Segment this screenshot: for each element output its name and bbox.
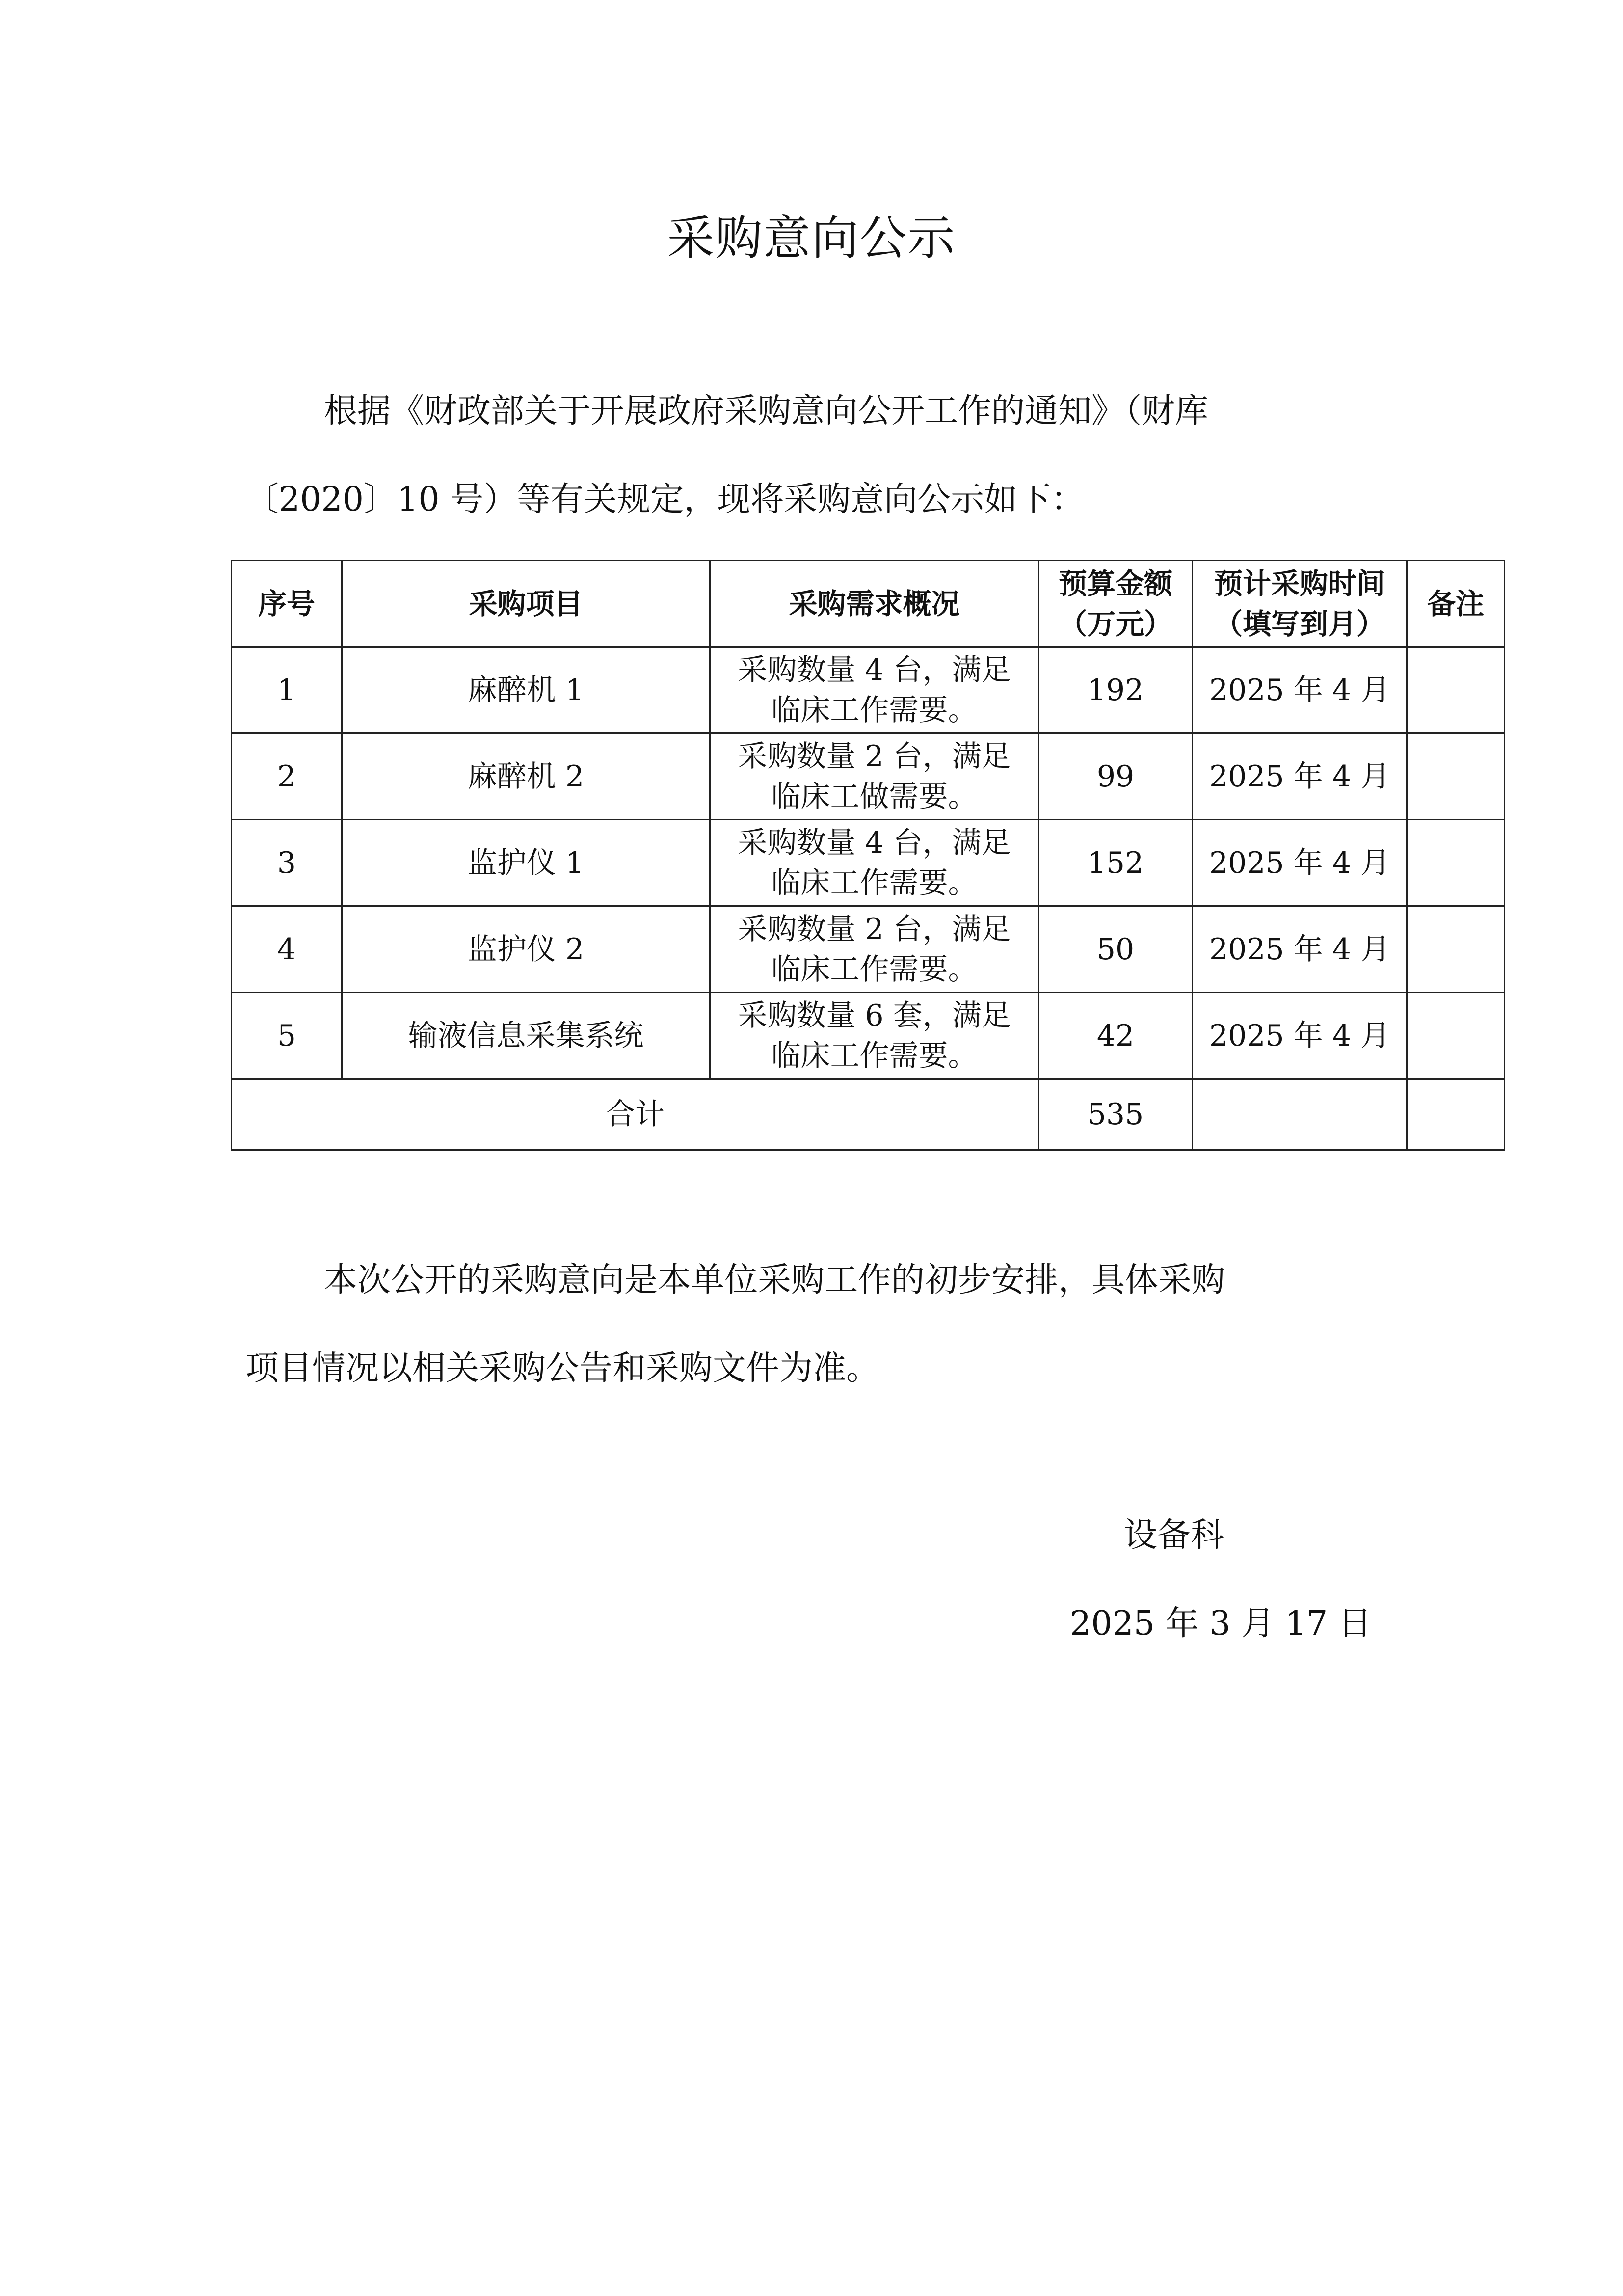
- cell-seq: 3: [232, 820, 342, 906]
- total-label: 合计: [232, 1079, 1039, 1150]
- table-row: [232, 906, 1505, 993]
- closing-paragraph-line-1: 本次公开的采购意向是本单位采购工作的初步安排，具体采购: [324, 1261, 1225, 1299]
- header-time: [1193, 561, 1407, 647]
- cell-time: 2025 年 4 月: [1193, 993, 1407, 1079]
- cell-desc-line-2: 临床工作需要。: [771, 952, 978, 987]
- cell-budget: 192: [1039, 647, 1193, 733]
- table-total-row: [232, 1079, 1505, 1150]
- cell-desc-line-1: 采购数量 2 台，满足: [738, 912, 1011, 946]
- cell-time: 2025 年 4 月: [1193, 647, 1407, 733]
- cell-budget: 152: [1039, 820, 1193, 906]
- total-time: [1193, 1079, 1407, 1150]
- cell-seq: 2: [232, 733, 342, 820]
- table-row: [232, 733, 1505, 820]
- table-row: [232, 993, 1505, 1079]
- cell-desc: [710, 647, 1039, 733]
- cell-seq: 4: [232, 906, 342, 993]
- signature-date: 2025 年 3 月 17 日: [1070, 1604, 1372, 1643]
- cell-item: 麻醉机 1: [342, 647, 710, 733]
- cell-seq: 1: [232, 647, 342, 733]
- cell-desc-line-2: 临床工作需要。: [771, 865, 978, 900]
- table-row: [232, 647, 1505, 733]
- procurement-table: [231, 560, 1505, 1151]
- cell-note: [1407, 820, 1505, 906]
- cell-desc-line-1: 采购数量 4 台，满足: [738, 652, 1011, 687]
- cell-desc-line-2: 临床工作需要。: [771, 1038, 978, 1073]
- cell-note: [1407, 647, 1505, 733]
- cell-time: 2025 年 4 月: [1193, 906, 1407, 993]
- header-item: 采购项目: [342, 561, 710, 647]
- header-budget-line-1: 预算金额: [1058, 567, 1172, 600]
- cell-budget: 99: [1039, 733, 1193, 820]
- cell-item: 输液信息采集系统: [342, 993, 710, 1079]
- cell-seq: 5: [232, 993, 342, 1079]
- cell-desc: [710, 820, 1039, 906]
- total-budget: 535: [1039, 1079, 1193, 1150]
- signature-department: 设备科: [1124, 1516, 1224, 1555]
- cell-time: 2025 年 4 月: [1193, 820, 1407, 906]
- page-title: 采购意向公示: [667, 211, 956, 266]
- cell-time: 2025 年 4 月: [1193, 733, 1407, 820]
- header-time-line-2: （填写到月）: [1214, 607, 1385, 641]
- cell-item: 监护仪 1: [342, 820, 710, 906]
- cell-desc-line-1: 采购数量 4 台，满足: [738, 825, 1011, 860]
- intro-paragraph-line-1: 根据《财政部关于开展政府采购意向公开工作的通知》（财库: [324, 392, 1209, 431]
- intro-paragraph-line-2: 〔2020〕10 号）等有关规定，现将采购意向公示如下：: [245, 480, 1085, 519]
- cell-budget: 50: [1039, 906, 1193, 993]
- cell-item: 监护仪 2: [342, 906, 710, 993]
- header-budget-line-2: （万元）: [1058, 607, 1172, 641]
- cell-note: [1407, 906, 1505, 993]
- cell-budget: 42: [1039, 993, 1193, 1079]
- cell-desc-line-1: 采购数量 2 台，满足: [738, 739, 1011, 774]
- cell-desc: [710, 906, 1039, 993]
- cell-item: 麻醉机 2: [342, 733, 710, 820]
- header-desc: 采购需求概况: [710, 561, 1039, 647]
- table-header-row: [232, 561, 1505, 647]
- header-time-line-1: 预计采购时间: [1214, 567, 1385, 600]
- cell-note: [1407, 993, 1505, 1079]
- cell-desc: [710, 993, 1039, 1079]
- table-row: [232, 820, 1505, 906]
- cell-desc-line-1: 采购数量 6 套，满足: [738, 998, 1011, 1033]
- cell-desc: [710, 733, 1039, 820]
- cell-desc-line-2: 临床工做需要。: [771, 779, 978, 814]
- closing-paragraph-line-2: 项目情况以相关采购公告和采购文件为准。: [245, 1349, 880, 1388]
- cell-desc-line-2: 临床工作需要。: [771, 693, 978, 728]
- total-note: [1407, 1079, 1505, 1150]
- header-note: 备注: [1407, 561, 1505, 647]
- header-budget: [1039, 561, 1193, 647]
- header-seq: 序号: [232, 561, 342, 647]
- cell-note: [1407, 733, 1505, 820]
